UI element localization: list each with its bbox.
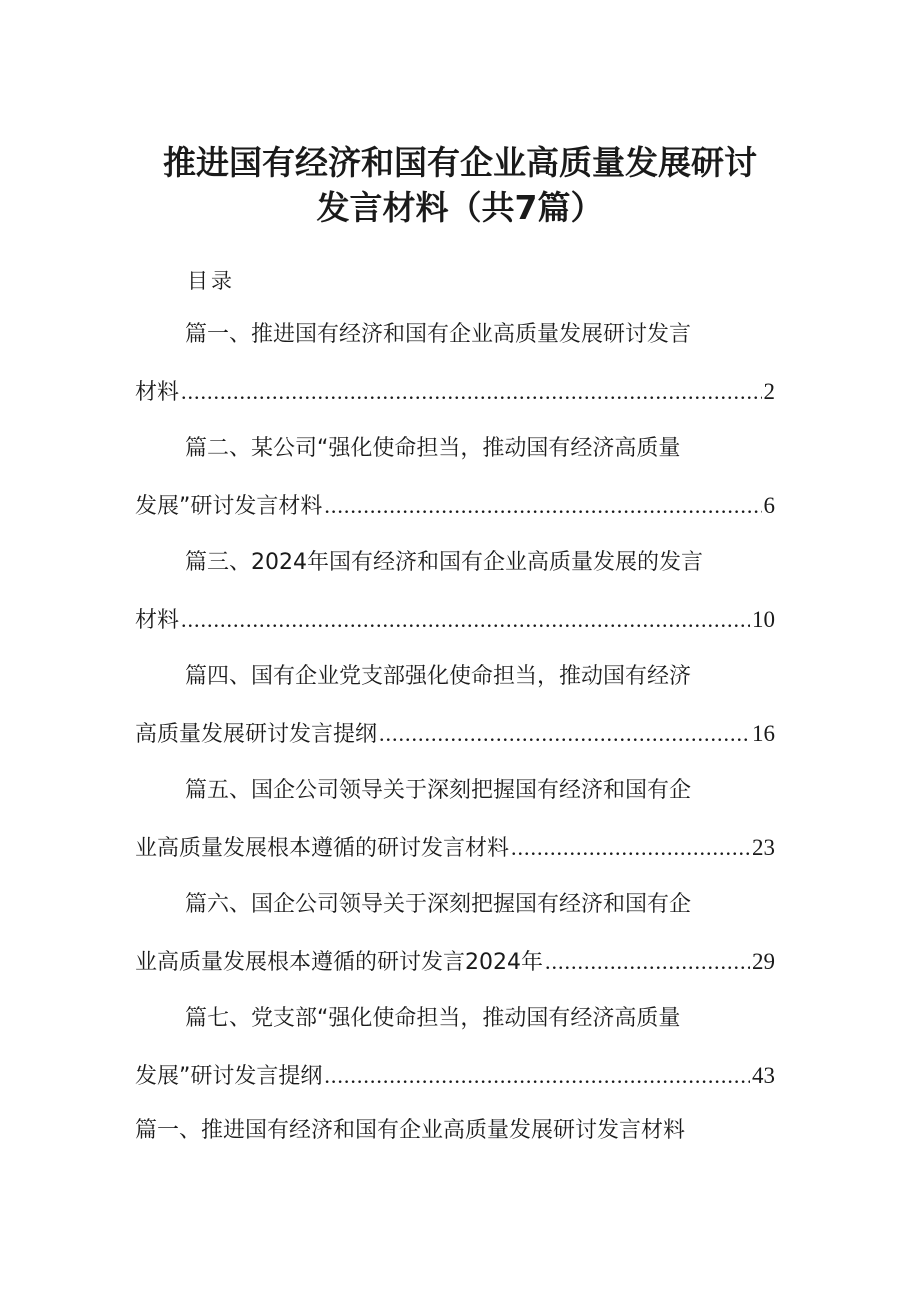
toc-entry-2-page: 6 (763, 493, 775, 518)
toc-leader-dots (181, 605, 750, 635)
toc-entry-5-page: 23 (752, 835, 775, 860)
toc-leader-dots (181, 377, 761, 407)
toc-entry-2-title: 发展”研讨发言材料 (135, 494, 323, 519)
toc-entry-1-page: 2 (763, 379, 775, 404)
toc-entry-5-line2[interactable] (135, 833, 775, 864)
toc-entry-6-title: 业高质量发展根本遵循的研讨发言2024年 (135, 950, 543, 975)
toc-entry-4-title: 高质量发展研讨发言提纲 (135, 722, 378, 747)
toc-entry-7-title: 发展”研讨发言提纲 (135, 1064, 323, 1089)
toc-leader-dots (545, 947, 750, 977)
toc-entry-3-line2[interactable] (135, 605, 775, 636)
toc-heading: 目录 (187, 269, 235, 293)
toc-entry-1-title: 材料 (135, 380, 180, 405)
toc-entry-6-page: 29 (752, 949, 775, 974)
toc-leader-dots (324, 1061, 750, 1091)
toc-entry-4-line1: 篇四、国有企业党支部强化使命担当，推动国有经济 (185, 664, 692, 689)
toc-entry-4-page: 16 (752, 721, 775, 746)
toc-entry-6-line2[interactable] (135, 947, 775, 978)
document-title-line2: 发言材料（共7篇） (316, 188, 604, 227)
toc-entry-3-line1: 篇三、2024年国有经济和国有企业高质量发展的发言 (185, 550, 703, 575)
toc-entry-1-line2[interactable] (135, 377, 775, 408)
toc-leader-dots (511, 833, 750, 863)
toc-entry-2-line2[interactable] (135, 491, 775, 522)
toc-leader-dots (379, 719, 750, 749)
toc-entry-3-page: 10 (752, 607, 775, 632)
toc-entry-5-title: 业高质量发展根本遵循的研讨发言材料 (135, 836, 510, 861)
toc-entry-4-line2[interactable] (135, 719, 775, 750)
toc-entry-6-line1: 篇六、国企公司领导关于深刻把握国有经济和国有企 (185, 892, 692, 917)
toc-leader-dots (324, 491, 761, 521)
toc-entry-7-line1: 篇七、党支部“强化使命担当，推动国有经济高质量 (185, 1006, 681, 1031)
toc-entry-5-line1: 篇五、国企公司领导关于深刻把握国有经济和国有企 (185, 778, 692, 803)
section-heading: 篇一、推进国有经济和国有企业高质量发展研讨发言材料 (135, 1118, 686, 1143)
toc-entry-7-line2[interactable] (135, 1061, 775, 1092)
document-title-line1: 推进国有经济和国有企业高质量发展研讨 (163, 143, 757, 182)
toc-entry-7-page: 43 (752, 1063, 775, 1088)
toc-entry-1-line1: 篇一、推进国有经济和国有企业高质量发展研讨发言 (185, 322, 692, 347)
toc-entry-3-title: 材料 (135, 608, 180, 633)
toc-entry-2-line1: 篇二、某公司“强化使命担当，推动国有经济高质量 (185, 436, 681, 461)
